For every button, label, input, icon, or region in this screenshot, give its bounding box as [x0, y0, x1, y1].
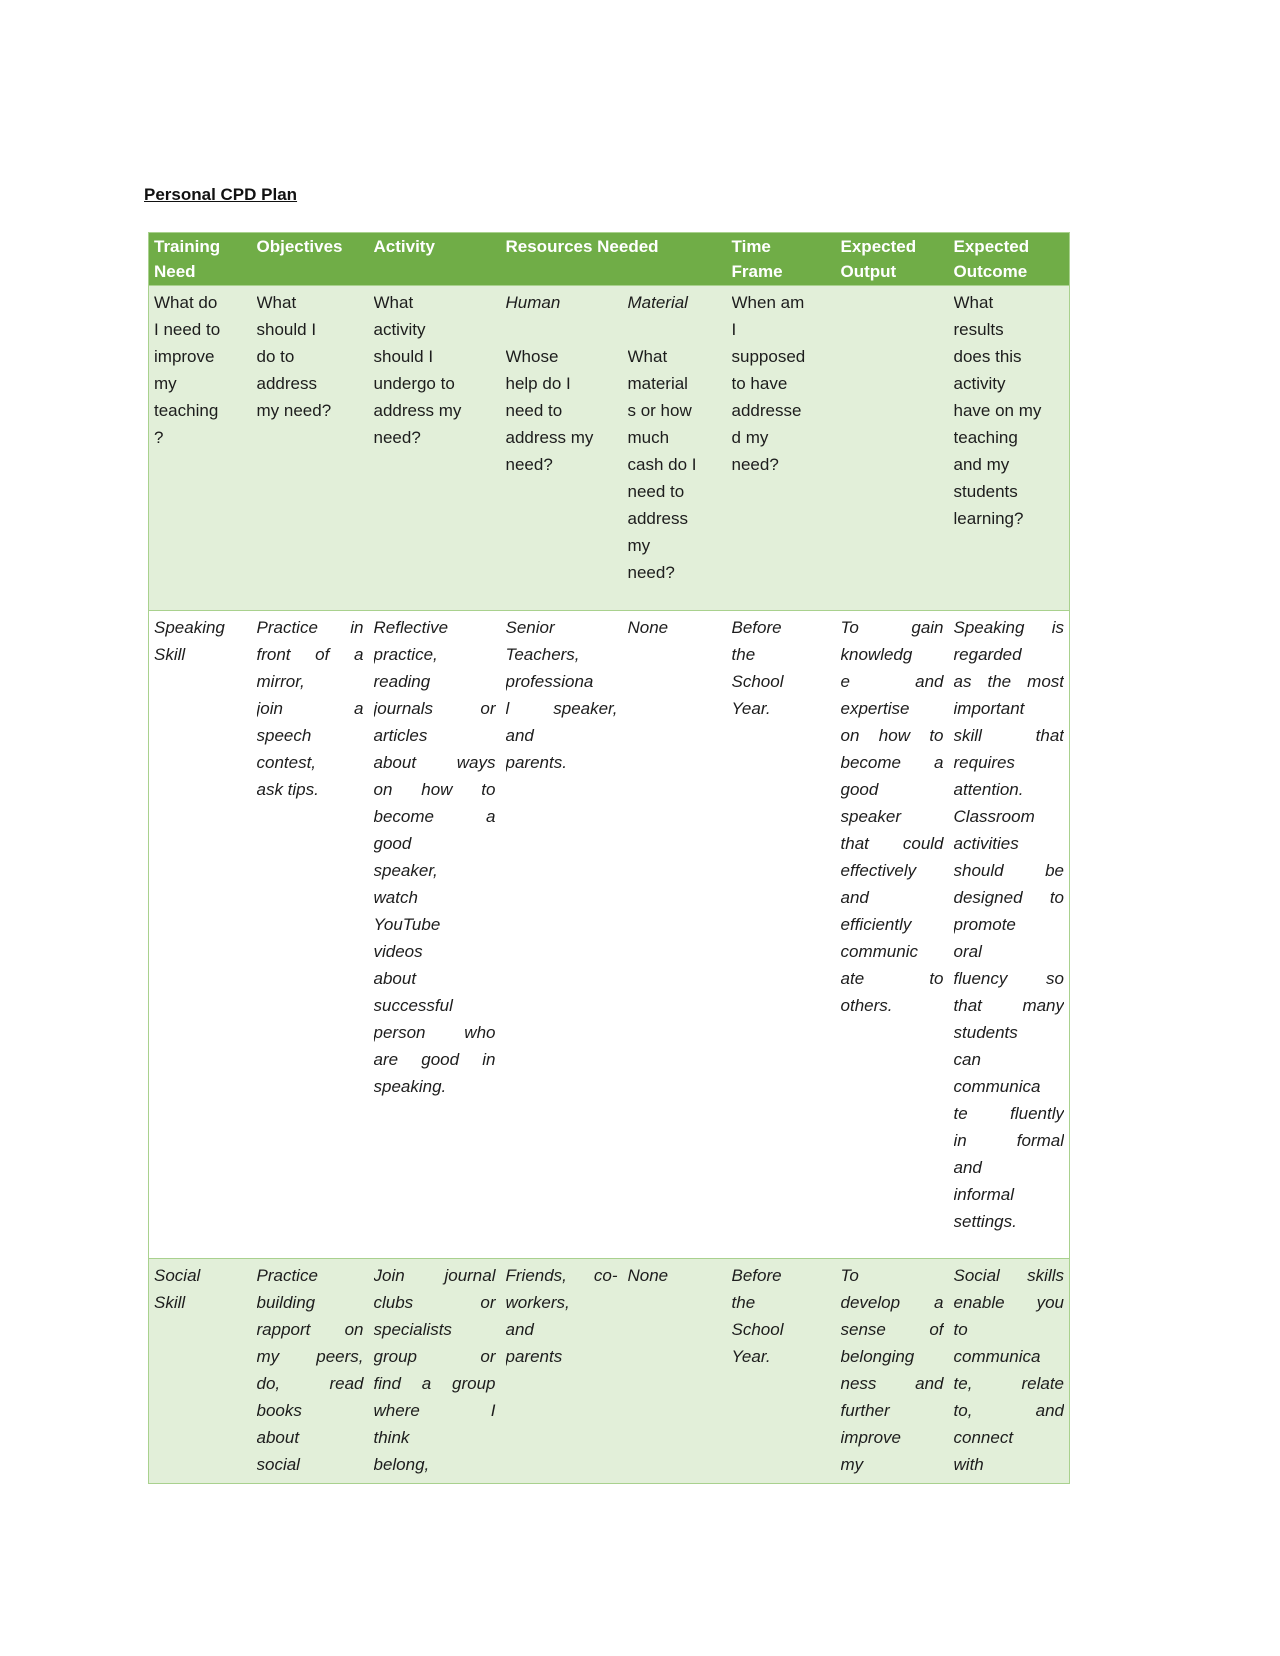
- column-header-expected-output: Expected Output: [836, 233, 949, 286]
- cell-social-time-frame: Before the School Year.: [727, 1259, 836, 1484]
- cell-social-objectives: Practice building rapport on my peers, do, read books about social: [252, 1259, 369, 1484]
- cell-social-resources-material: None: [623, 1259, 727, 1484]
- cell-social-training-need: Social Skill: [149, 1259, 252, 1484]
- page-content: [144, 185, 1070, 1484]
- cell-guide-activity: What activity should I undergo to address my need?: [369, 286, 501, 611]
- cell-speaking-resources-material: None: [623, 611, 727, 1259]
- table-row-social-skill: [149, 1259, 1070, 1484]
- column-header-expected-outcome: Expected Outcome: [949, 233, 1070, 286]
- cell-guide-expected-output: [836, 286, 949, 611]
- column-header-training-need: Training Need: [149, 233, 252, 286]
- table-row-guide: [149, 286, 1070, 611]
- cell-speaking-objectives: Practice in front of a mirror, join a speech contest, ask tips.: [252, 611, 369, 1259]
- cell-speaking-resources-human: Senior Teachers, professiona l speaker, and parents.: [501, 611, 623, 1259]
- table-row-speaking-skill: [149, 611, 1070, 1259]
- column-header-activity: Activity: [369, 233, 501, 286]
- cpd-table: [148, 232, 1070, 1484]
- cell-guide-objectives: What should I do to address my need?: [252, 286, 369, 611]
- column-header-resources-needed: Resources Needed: [501, 233, 727, 286]
- cell-speaking-expected-output: To gain knowledg e and expertise on how to become a good speaker that could effectively and efficiently communic ate to others.: [836, 611, 949, 1259]
- cell-social-expected-outcome: Social skills enable you to communica te, relate to, and connect with: [949, 1259, 1070, 1484]
- cell-speaking-time-frame: Before the School Year.: [727, 611, 836, 1259]
- cell-guide-training-need: What do I need to improve my teaching ?: [149, 286, 252, 611]
- cell-guide-expected-outcome: What results does this activity have on my teaching and my students learning?: [949, 286, 1070, 611]
- cell-guide-resources-material: Material What material s or how much cash do I need to address my need?: [623, 286, 727, 611]
- header-row: [149, 233, 1070, 286]
- page-title: Personal CPD Plan: [144, 185, 298, 204]
- column-header-objectives: Objectives: [252, 233, 369, 286]
- cell-guide-time-frame: When am I supposed to have addresse d my need?: [727, 286, 836, 611]
- cell-speaking-training-need: Speaking Skill: [149, 611, 252, 1259]
- cell-guide-resources-human: Human Whose help do I need to address my need?: [501, 286, 623, 611]
- cell-speaking-expected-outcome: Speaking is regarded as the most important skill that requires attention. Classroom activities should be designed to promote oral fluency so that many students can communica te fluently in formal and informal settings.: [949, 611, 1070, 1259]
- column-header-time-frame: Time Frame: [727, 233, 836, 286]
- cell-speaking-activity: Reflective practice, reading journals or articles about ways on how to become a good speaker, watch YouTube videos about successful person who are good in speaking.: [369, 611, 501, 1259]
- cell-social-expected-output: To develop a sense of belonging ness and further improve my: [836, 1259, 949, 1484]
- cell-social-activity: Join journal clubs or specialists group or find a group where I think belong,: [369, 1259, 501, 1484]
- cell-social-resources-human: Friends, co- workers, and parents: [501, 1259, 623, 1484]
